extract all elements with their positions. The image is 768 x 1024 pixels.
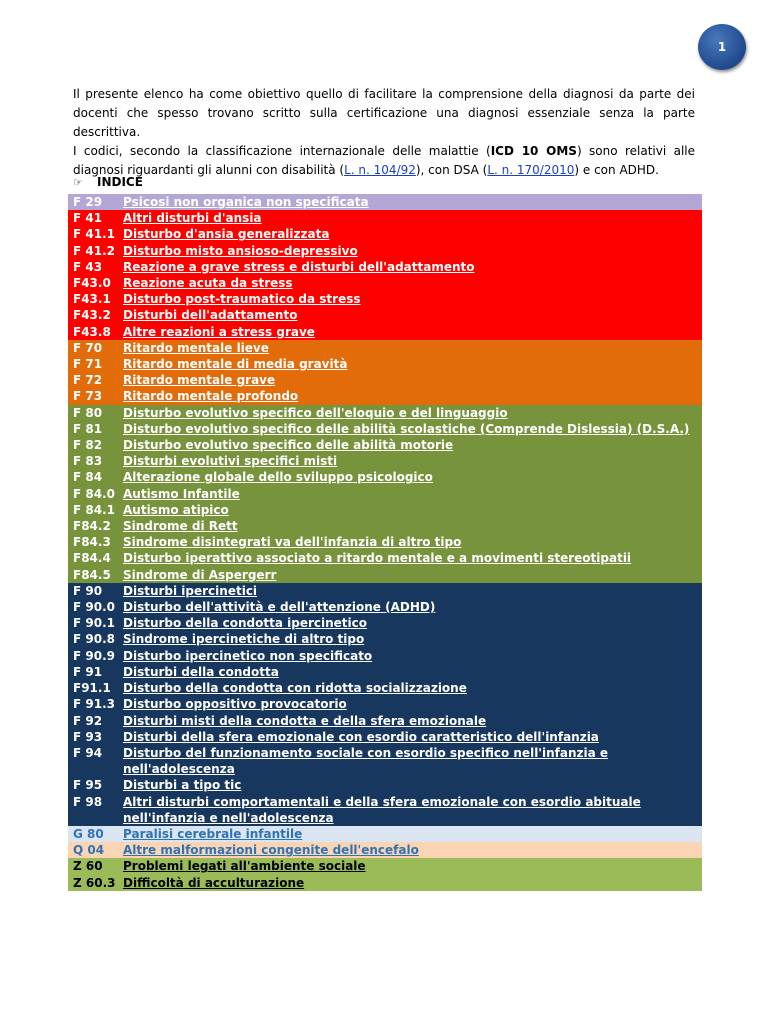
- table-row[interactable]: [68, 875, 702, 891]
- diagnosis-code: F 29: [73, 195, 103, 209]
- diagnosis-code: F 91: [73, 664, 103, 679]
- table-row[interactable]: [68, 324, 702, 340]
- table-row[interactable]: [68, 502, 702, 518]
- diagnosis-link[interactable]: Autismo atipico: [123, 502, 229, 517]
- diagnosis-code: F 82: [73, 438, 103, 453]
- diagnosis-link[interactable]: Disturbo post-traumatico da stress: [123, 292, 361, 307]
- table-row[interactable]: [68, 794, 702, 826]
- diagnosis-link[interactable]: Disturbi misti della condotta e della sfera emozionale: [123, 713, 487, 728]
- diagnosis-link[interactable]: Altre malformazioni congenite dell'encefalo: [123, 843, 419, 858]
- table-row[interactable]: [68, 243, 702, 259]
- diagnosis-link[interactable]: Altre reazioni a stress grave: [123, 324, 315, 339]
- diagnosis-code: Z 60: [73, 859, 103, 874]
- diagnosis-link[interactable]: Sindrome di Rett: [123, 519, 238, 534]
- table-row[interactable]: [68, 567, 702, 583]
- table-row[interactable]: [68, 469, 702, 485]
- table-row[interactable]: [68, 194, 702, 210]
- diagnosis-code: F 92: [73, 713, 103, 728]
- diagnosis-code: F 41.2: [73, 243, 115, 258]
- icd-label: ICD 10 OMS: [490, 144, 577, 158]
- intro-text: [73, 85, 695, 180]
- diagnosis-code: F 84: [73, 470, 103, 485]
- diagnosis-code: F 72: [73, 373, 103, 388]
- table-row[interactable]: [68, 275, 702, 291]
- table-row[interactable]: [68, 518, 702, 534]
- diagnosis-link[interactable]: Disturbo della condotta ipercinetico: [123, 616, 368, 631]
- diagnosis-link[interactable]: Difficoltà di acculturazione: [123, 875, 305, 890]
- diagnosis-code: F 98: [73, 794, 103, 809]
- diagnosis-link[interactable]: Ritardo mentale grave: [123, 373, 276, 388]
- diagnosis-link[interactable]: Ritardo mentale lieve: [123, 340, 269, 355]
- table-row[interactable]: [68, 858, 702, 874]
- diagnosis-code: F 71: [73, 357, 103, 372]
- law-170-link[interactable]: L. n. 170/2010: [487, 163, 575, 177]
- table-row[interactable]: [68, 729, 702, 745]
- diagnosis-code: F 81: [73, 421, 103, 436]
- diagnosis-link[interactable]: Disturbo evolutivo specifico dell'eloquio e del linguaggio: [123, 405, 508, 420]
- diagnosis-code: F 84.0: [73, 486, 115, 501]
- diagnosis-code: F 84.1: [73, 502, 115, 517]
- diagnosis-link[interactable]: Disturbi della sfera emozionale con esordio caratteristico dell'infanzia: [123, 729, 599, 744]
- diagnosis-link[interactable]: Ritardo mentale di media gravità: [123, 357, 348, 372]
- diagnosis-link[interactable]: Disturbo dell'attività e dell'attenzione (ADHD): [123, 600, 436, 615]
- diagnosis-code: F84.3: [73, 535, 111, 550]
- diagnosis-code: Q 04: [73, 843, 105, 858]
- diagnosis-link[interactable]: Disturbo evolutivo specifico delle abilità scolastiche (Comprende Dislessia) (D.S.A.): [123, 421, 690, 436]
- diagnosis-code: F 90.9: [73, 648, 115, 663]
- diagnosis-link[interactable]: Reazione a grave stress e disturbi dell'adattamento: [123, 259, 475, 274]
- intro-text-a: I codici, secondo la classificazione internazionale delle malattie (: [73, 144, 491, 158]
- diagnosis-code: F 90: [73, 583, 103, 598]
- table-row[interactable]: [68, 534, 702, 550]
- diagnosis-link[interactable]: Paralisi cerebrale infantile: [123, 826, 303, 841]
- diagnosis-link[interactable]: Psicosi non organica non specificata: [123, 195, 369, 209]
- table-row[interactable]: [68, 826, 702, 842]
- diagnosis-code: F 90.8: [73, 632, 115, 647]
- table-row[interactable]: [68, 680, 702, 696]
- diagnosis-code: F 70: [73, 340, 103, 355]
- table-row[interactable]: [68, 291, 702, 307]
- table-row[interactable]: [68, 550, 702, 566]
- table-row[interactable]: [68, 210, 702, 226]
- diagnosis-link[interactable]: Disturbo evolutivo specifico delle abilità motorie: [123, 438, 454, 453]
- diagnosis-code: F 41.1: [73, 227, 115, 242]
- table-row[interactable]: [68, 259, 702, 275]
- diagnosis-code: F 41: [73, 211, 103, 226]
- diagnosis-link[interactable]: Disturbi dell'adattamento: [123, 308, 298, 323]
- diagnosis-code: F 43: [73, 259, 103, 274]
- intro-paragraph-2: [73, 142, 695, 180]
- diagnosis-code: F43.8: [73, 324, 111, 339]
- table-row[interactable]: [68, 777, 702, 793]
- table-row[interactable]: [68, 405, 702, 421]
- diagnosis-code: F43.1: [73, 292, 111, 307]
- table-row[interactable]: [68, 453, 702, 469]
- table-row[interactable]: [68, 713, 702, 729]
- table-row[interactable]: [68, 437, 702, 453]
- diagnosis-link[interactable]: Disturbo iperattivo associato a ritardo mentale e a movimenti stereotipatii: [123, 551, 632, 566]
- diagnosis-link[interactable]: Altri disturbi comportamentali e della sfera emozionale con esordio abituale nell'infanzia e nell'adolescenza: [123, 794, 641, 825]
- table-row[interactable]: [68, 372, 702, 388]
- page-number-badge: 1: [698, 24, 746, 70]
- diagnosis-link[interactable]: Disturbo misto ansioso-depressivo: [123, 243, 358, 258]
- diagnosis-code: F 95: [73, 778, 103, 793]
- diagnosis-link[interactable]: Disturbo della condotta con ridotta socializzazione: [123, 681, 467, 696]
- diagnosis-link[interactable]: Disturbi della condotta: [123, 664, 279, 679]
- diagnosis-code: F 90.0: [73, 600, 115, 615]
- diagnosis-link[interactable]: Reazione acuta da stress: [123, 276, 293, 291]
- diagnosis-code: G 80: [73, 826, 104, 841]
- table-row[interactable]: [68, 356, 702, 372]
- diagnosis-code: F 91.3: [73, 697, 115, 712]
- table-row[interactable]: [68, 745, 702, 777]
- diagnosis-code: F43.0: [73, 276, 111, 291]
- diagnosis-code: F84.2: [73, 519, 111, 534]
- diagnosis-link[interactable]: Ritardo mentale profondo: [123, 389, 299, 404]
- table-row[interactable]: [68, 388, 702, 404]
- intro-text-e: ) e con ADHD.: [574, 163, 659, 177]
- index-title: INDICE: [97, 175, 143, 189]
- diagnosis-code: F 73: [73, 389, 103, 404]
- diagnosis-code: F 80: [73, 405, 103, 420]
- diagnosis-code: F43.2: [73, 308, 111, 323]
- diagnosis-link[interactable]: Disturbo del funzionamento sociale con esordio specifico nell'infanzia e nell'adolescenza: [123, 745, 609, 777]
- diagnosis-link[interactable]: Sindrome disintegrati va dell'infanzia di altro tipo: [123, 535, 462, 550]
- table-row[interactable]: [68, 696, 702, 712]
- diagnosis-link[interactable]: Disturbo oppositivo provocatorio: [123, 697, 347, 712]
- table-row[interactable]: [68, 307, 702, 323]
- intro-text-d: ), con DSA (: [415, 163, 488, 177]
- intro-text-c: ) sono relativi alle diagnosi riguardanti gli alunni con disabilità (: [73, 144, 695, 177]
- diagnosis-link[interactable]: Alterazione globale dello sviluppo psicologico: [123, 470, 433, 485]
- table-row[interactable]: [68, 486, 702, 502]
- diagnosis-link[interactable]: Disturbi ipercinetici: [123, 583, 258, 598]
- diagnosis-link[interactable]: Disturbi evolutivi specifici misti: [123, 454, 338, 469]
- diagnosis-code: F 90.1: [73, 616, 115, 631]
- diagnosis-code: F 94: [73, 745, 103, 760]
- diagnosis-index-table: [68, 194, 702, 891]
- diagnosis-link[interactable]: Problemi legati all'ambiente sociale: [123, 859, 366, 874]
- diagnosis-code: F 83: [73, 454, 103, 469]
- table-row[interactable]: [68, 599, 702, 615]
- table-row[interactable]: [68, 340, 702, 356]
- law-104-link[interactable]: L. n. 104/92: [344, 163, 416, 177]
- table-row[interactable]: [68, 842, 702, 858]
- pointing-hand-icon: ☞: [73, 175, 83, 189]
- diagnosis-link[interactable]: Sindrome ipercinetiche di altro tipo: [123, 632, 365, 647]
- diagnosis-code: F84.4: [73, 551, 111, 566]
- table-row[interactable]: [68, 615, 702, 631]
- table-row[interactable]: [68, 648, 702, 664]
- diagnosis-code: F 93: [73, 729, 103, 744]
- diagnosis-link[interactable]: Autismo Infantile: [123, 486, 240, 501]
- table-row[interactable]: [68, 583, 702, 599]
- diagnosis-code: Z 60.3: [73, 875, 116, 890]
- diagnosis-link[interactable]: Disturbo ipercinetico non specificato: [123, 648, 373, 663]
- diagnosis-link[interactable]: Sindrome di Aspergerr: [123, 567, 277, 582]
- table-row[interactable]: [68, 664, 702, 680]
- intro-paragraph-1: Il presente elenco ha come obiettivo quello di facilitare la comprensione della diagnosi da parte dei docenti che spesso trovano scritto sulla certificazione una diagnosi essenziale senza la parte descrittiva.: [73, 87, 695, 139]
- table-row[interactable]: [68, 631, 702, 647]
- diagnosis-link[interactable]: Disturbi a tipo tic: [123, 778, 242, 793]
- diagnosis-link[interactable]: Disturbo d'ansia generalizzata: [123, 227, 330, 242]
- table-row[interactable]: [68, 226, 702, 242]
- index-heading: [73, 175, 143, 189]
- diagnosis-link[interactable]: Altri disturbi d'ansia: [123, 211, 262, 226]
- table-row[interactable]: [68, 421, 702, 437]
- diagnosis-code: F91.1: [73, 681, 111, 696]
- diagnosis-code: F84.5: [73, 567, 111, 582]
